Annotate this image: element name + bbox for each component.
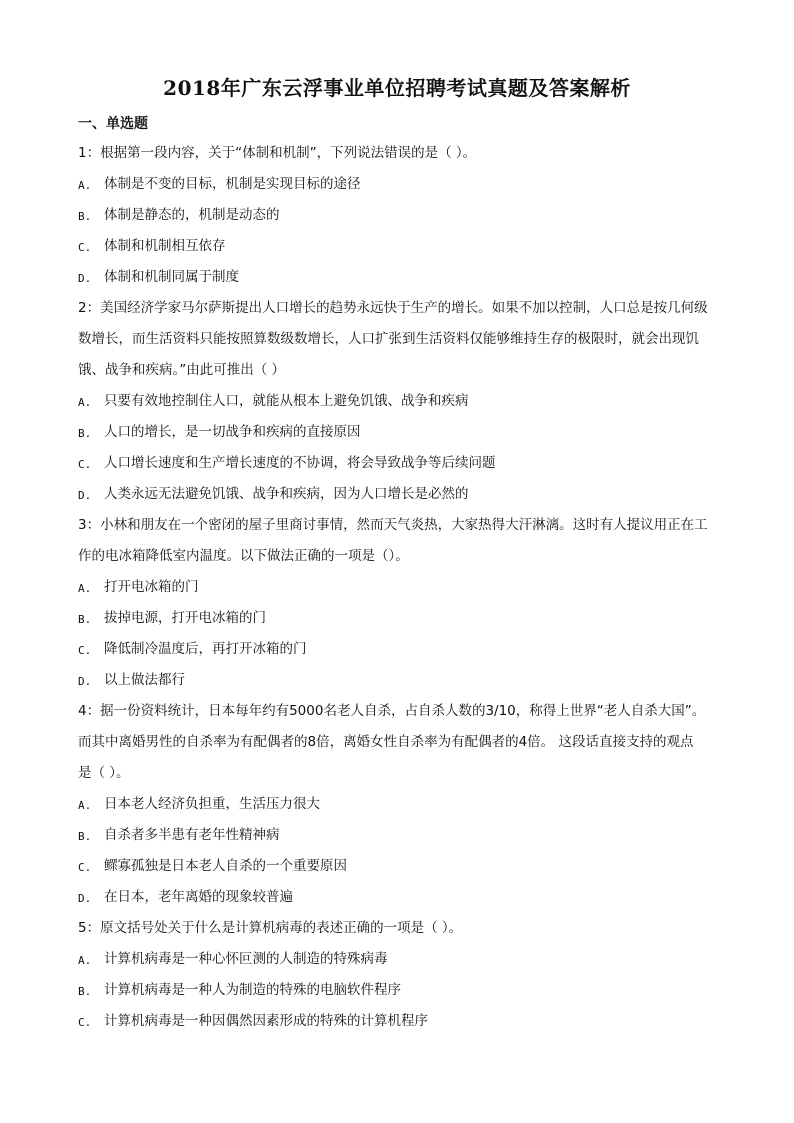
option-letter: A. — [78, 396, 92, 409]
option-text: 打开电冰箱的门 — [104, 579, 199, 595]
option-c — [78, 453, 748, 484]
option-text: 拔掉电源，打开电冰箱的门 — [104, 610, 266, 626]
question-text-line: 1：根据第一段内容，关于“体制和机制”，下列说法错误的是（ ）。 — [78, 145, 477, 161]
question-3 — [78, 515, 748, 701]
option-letter: D. — [78, 892, 92, 905]
option-a — [78, 949, 748, 980]
option-letter: C. — [78, 644, 92, 657]
question-text-line: 数增长，而生活资料只能按照算数级数增长，人口扩张到生活资料仅能够维持生存的极限时，就会出现饥 — [78, 331, 699, 347]
option-text: 体制是静态的，机制是动态的 — [104, 207, 280, 223]
option-letter: B. — [78, 985, 92, 998]
option-d — [78, 887, 748, 918]
question-text-line: 饿、战争和疾病。”由此可推出（ ） — [78, 362, 286, 378]
option-text: 体制和机制同属于制度 — [104, 269, 239, 285]
option-text: 体制是不变的目标，机制是实现目标的途径 — [104, 176, 361, 192]
option-letter: A. — [78, 179, 92, 192]
option-text: 日本老人经济负担重，生活压力很大 — [104, 796, 320, 812]
option-text: 人类永远无法避免饥饿、战争和疾病，因为人口增长是必然的 — [104, 486, 469, 502]
question-2 — [78, 298, 748, 515]
question-text-line: 作的电冰箱降低室内温度。以下做法正确的一项是（）。 — [78, 548, 409, 564]
question-5 — [78, 918, 748, 1042]
question-4 — [78, 701, 748, 918]
option-letter: B. — [78, 427, 92, 440]
option-a — [78, 391, 748, 422]
option-letter: C. — [78, 1016, 92, 1029]
question-text-line: 5：原文括号处关于什么是计算机病毒的表述正确的一项是（ ）。 — [78, 920, 463, 936]
option-letter: A. — [78, 799, 92, 812]
question-list — [78, 143, 748, 1042]
option-letter: B. — [78, 830, 92, 843]
option-b — [78, 608, 748, 639]
option-text: 在日本，老年离婚的现象较普遍 — [104, 889, 293, 905]
option-letter: A. — [78, 582, 92, 595]
option-letter: D. — [78, 272, 92, 285]
option-b — [78, 980, 748, 1011]
option-text: 以上做法都行 — [104, 672, 185, 688]
section-heading: 一、单选题 — [78, 116, 148, 132]
option-d — [78, 484, 748, 515]
option-text: 降低制冷温度后，再打开冰箱的门 — [104, 641, 307, 657]
option-text: 只要有效地控制住人口，就能从根本上避免饥饿、战争和疾病 — [104, 393, 469, 409]
option-c — [78, 1011, 748, 1042]
option-text: 计算机病毒是一种人为制造的特殊的电脑软件程序 — [104, 982, 401, 998]
page-title: 2018年广东云浮事业单位招聘考试真题及答案解析 — [163, 76, 631, 100]
option-letter: B. — [78, 210, 92, 223]
option-b — [78, 825, 748, 856]
option-text: 鳏寡孤独是日本老人自杀的一个重要原因 — [104, 858, 347, 874]
option-c — [78, 856, 748, 887]
option-a — [78, 794, 748, 825]
option-letter: C. — [78, 241, 92, 254]
option-text: 计算机病毒是一种心怀叵测的人制造的特殊病毒 — [104, 951, 388, 967]
option-b — [78, 422, 748, 453]
option-letter: D. — [78, 675, 92, 688]
question-text-line: 而其中离婚男性的自杀率为有配偶者的8倍，离婚女性自杀率为有配偶者的4倍。 这段话直接支持的观点 — [78, 734, 694, 750]
option-b — [78, 205, 748, 236]
option-a — [78, 174, 748, 205]
option-d — [78, 267, 748, 298]
option-letter: D. — [78, 489, 92, 502]
option-text: 自杀者多半患有老年性精神病 — [104, 827, 280, 843]
option-letter: C. — [78, 458, 92, 471]
option-letter: B. — [78, 613, 92, 626]
option-a — [78, 577, 748, 608]
option-text: 计算机病毒是一种因偶然因素形成的特殊的计算机程序 — [104, 1013, 428, 1029]
option-letter: A. — [78, 954, 92, 967]
question-text-line: 3：小林和朋友在一个密闭的屋子里商讨事情，然而天气炎热，大家热得大汗淋漓。这时有人提议用正在工 — [78, 517, 708, 533]
option-text: 人口增长速度和生产增长速度的不协调，将会导致战争等后续问题 — [104, 455, 496, 471]
option-d — [78, 670, 748, 701]
question-text-line: 2：美国经济学家马尔萨斯提出人口增长的趋势永远快于生产的增长。如果不加以控制，人口总是按几何级 — [78, 300, 708, 316]
option-letter: C. — [78, 861, 92, 874]
option-text: 人口的增长，是一切战争和疾病的直接原因 — [104, 424, 361, 440]
question-text-line: 4：据一份资料统计，日本每年约有5000名老人自杀，占自杀人数的3/10，称得上世界“老人自杀大国”。 — [78, 703, 706, 719]
option-c — [78, 639, 748, 670]
question-1 — [78, 143, 748, 298]
question-text-line: 是（ ）。 — [78, 765, 130, 781]
option-text: 体制和机制相互依存 — [104, 238, 226, 254]
option-c — [78, 236, 748, 267]
